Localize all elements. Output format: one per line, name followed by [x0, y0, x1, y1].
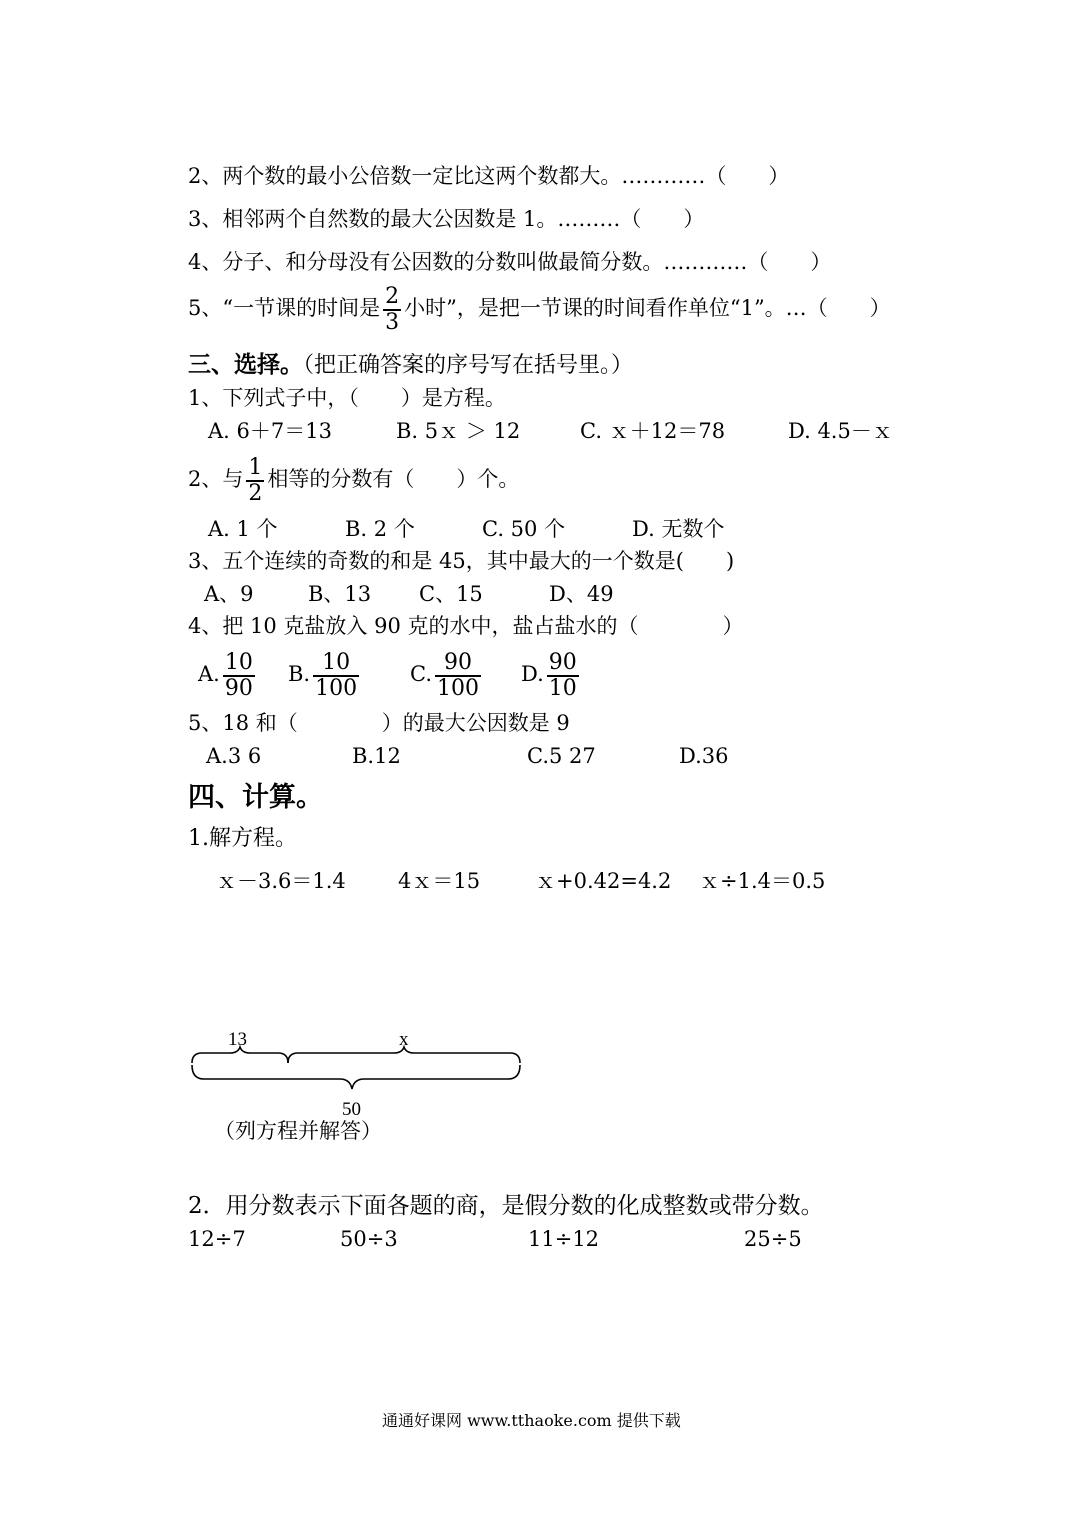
choice-q5-option-a: A.3 6: [206, 744, 262, 768]
choice-q4-option-a: [198, 644, 258, 704]
equation-1: ｘ－3.6＝1.4: [216, 869, 346, 893]
choice-q1-option-c: C. ｘ＋12＝78: [580, 419, 726, 443]
calc-sub2: 2．用分数表示下面各题的商，是假分数的化成整数或带分数。: [188, 1193, 824, 1219]
fraction-numerator: 10: [224, 649, 253, 675]
brace-right-label: x: [399, 1029, 409, 1050]
judge-item-4: 4、分子、和分母没有公因数的分数叫做最简分数。…………（ ）: [188, 250, 832, 274]
section-note: （把正确答案的序号写在括号里。）: [303, 353, 634, 378]
judge-item-5: [188, 281, 891, 335]
diagram-caption: （列方程并解答）: [214, 1119, 382, 1143]
choice-q4-option-b: [288, 644, 362, 704]
brace-diagram: [180, 1025, 540, 1125]
division-3: 11÷12: [528, 1227, 600, 1251]
choice-q2-option-c: C. 50 个: [482, 517, 566, 541]
fraction-numerator: 90: [444, 649, 472, 675]
option-letter: D.: [521, 662, 544, 686]
choice-q4-option-c: [410, 644, 484, 704]
fraction-denominator: 100: [315, 675, 358, 701]
choice-q3-option-d: D、49: [549, 582, 614, 606]
page-footer: 通通好课网 www.tthaoke.com 提供下载: [382, 1411, 681, 1430]
judge-item-5-prefix: 5、“一节课的时间是: [188, 296, 381, 320]
judge-item-3: 3、相邻两个自然数的最大公因数是 1。………（ ）: [188, 207, 705, 231]
division-1: 12÷7: [188, 1227, 246, 1251]
choice-q5: 5、18 和（ ）的最大公因数是 9: [188, 711, 570, 735]
judge-item-5-suffix: 小时”，是把一节课的时间看作单位“1”。…（ ）: [404, 296, 891, 320]
choice-q5-option-b: B.12: [352, 744, 401, 768]
judge-item-2: 2、两个数的最小公倍数一定比这两个数都大。…………（ ）: [188, 164, 790, 188]
equation-4: ｘ÷1.4＝0.5: [699, 869, 826, 893]
calc-sub1: 1.解方程。: [188, 826, 297, 851]
fraction-numerator: 1: [248, 454, 263, 480]
fraction-numerator: 2: [385, 283, 400, 309]
fraction-denominator: 2: [248, 480, 263, 506]
choice-q3-option-c: C、15: [419, 582, 483, 606]
section-choice-heading: [188, 352, 633, 379]
choice-q2-option-a: A. 1 个: [208, 517, 278, 541]
choice-q5-option-d: D.36: [679, 744, 729, 768]
division-2: 50÷3: [340, 1227, 398, 1251]
choice-q1-option-a: A. 6＋7＝13: [208, 419, 332, 443]
choice-q3-option-b: B、13: [308, 582, 372, 606]
option-letter: C.: [410, 662, 432, 686]
fraction-two-thirds: [383, 285, 401, 335]
choice-q1-option-b: B. 5ｘ ＞ 12: [396, 419, 521, 443]
option-letter: A.: [198, 662, 220, 686]
choice-q2-option-d: D. 无数个: [632, 517, 725, 541]
choice-q1: 1、下列式子中，（ ）是方程。: [188, 386, 506, 410]
fraction-denominator: 90: [224, 675, 253, 701]
equation-2: 4ｘ＝15: [398, 869, 481, 893]
brace-total: [192, 1065, 520, 1089]
equation-3: ｘ+0.42=4.2: [535, 869, 672, 893]
fraction-denominator: 100: [437, 675, 479, 701]
division-4: 25÷5: [744, 1227, 802, 1251]
fraction-one-half: [246, 456, 264, 506]
choice-q2-suffix: 相等的分数有（ ）个。: [267, 467, 520, 491]
brace-left-label: 13: [228, 1029, 247, 1050]
fraction-numerator: 90: [548, 649, 577, 675]
choice-q3: 3、五个连续的奇数的和是 45，其中最大的一个数是( ): [188, 549, 735, 573]
option-fraction: [435, 651, 481, 701]
choice-q5-option-c: C.5 27: [527, 744, 596, 768]
section-title: 三、选择。: [188, 351, 303, 378]
choice-q1-option-d: D. 4.5－ｘ: [788, 419, 893, 443]
choice-q3-option-a: A、9: [204, 582, 254, 606]
choice-q2: [188, 452, 519, 506]
fraction-denominator: 3: [385, 309, 400, 335]
option-fraction: [547, 651, 579, 701]
fraction-denominator: 10: [548, 675, 577, 701]
section-calc-heading: 四、计算。: [188, 782, 323, 813]
option-fraction: [223, 651, 255, 701]
brace-total-label: 50: [342, 1099, 361, 1120]
choice-q2-prefix: 2、与: [188, 467, 244, 491]
choice-q2-option-b: B. 2 个: [345, 517, 415, 541]
option-fraction: [313, 651, 359, 701]
fraction-numerator: 10: [322, 649, 351, 675]
option-letter: B.: [288, 662, 311, 686]
choice-q4-option-d: [521, 644, 582, 704]
choice-q4: 4、把 10 克盐放入 90 克的水中，盐占盐水的（ ）: [188, 614, 744, 638]
